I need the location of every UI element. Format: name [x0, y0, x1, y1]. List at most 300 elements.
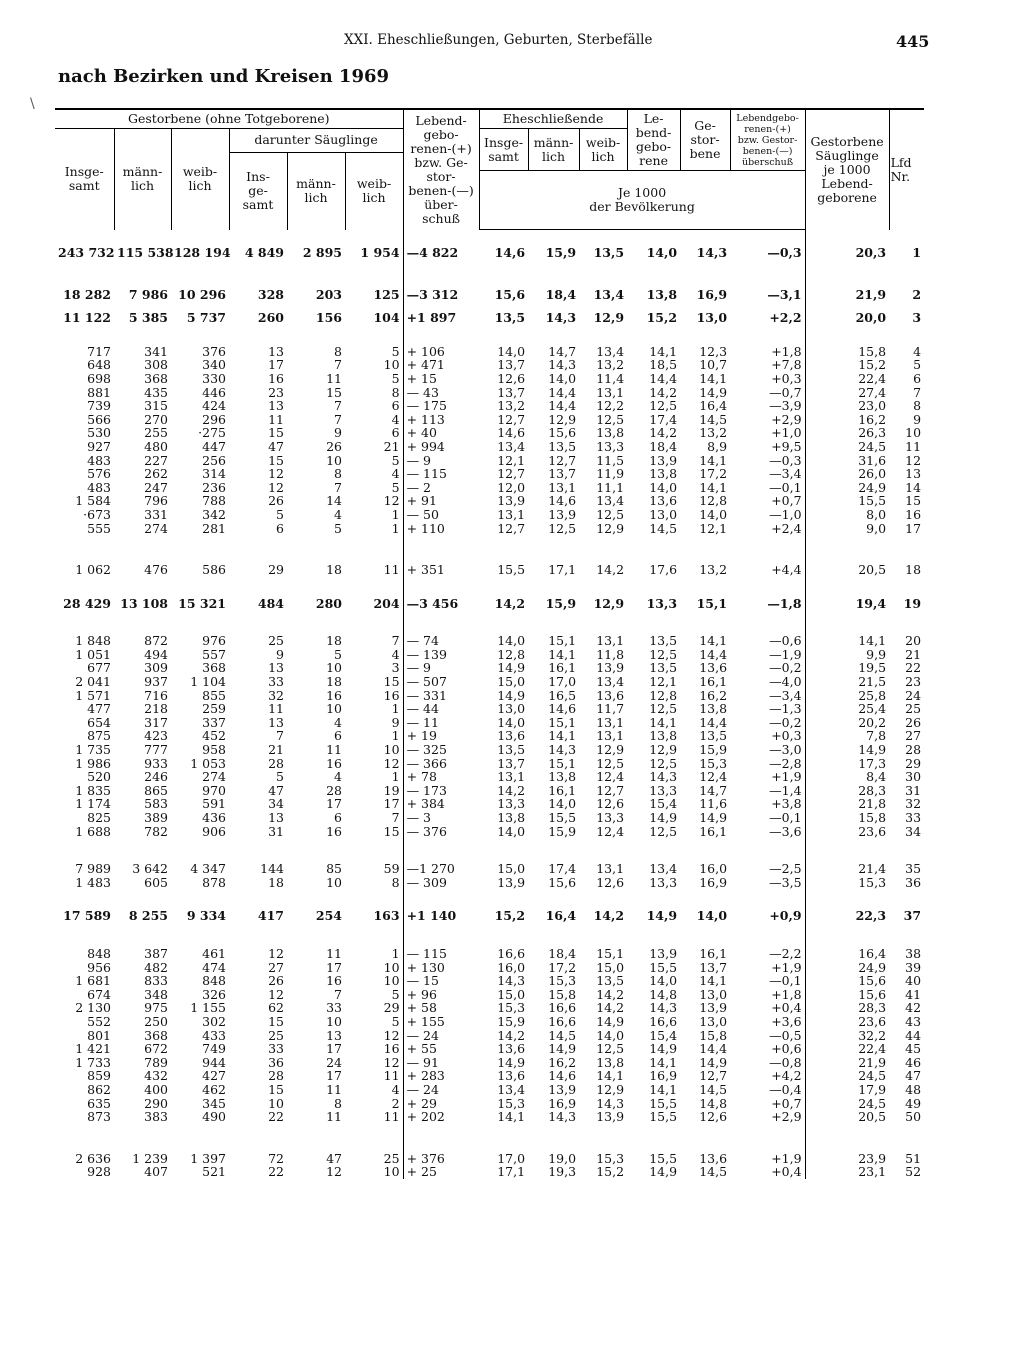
cell-ueberschuss: —1 270: [403, 838, 479, 876]
cell-weiblich: 337: [202, 714, 226, 730]
cell-saeuglinge-weiblich: 4: [391, 1081, 400, 1097]
cell-ueberschuss: — 91: [403, 1056, 479, 1070]
cell-saeuglinge-weiblich: 104: [373, 310, 400, 326]
cell-weiblich: 10 296: [178, 286, 226, 302]
cell-lebendgeborene-rate: 14,4: [649, 370, 678, 386]
cell-insgesamt: 1 584: [75, 493, 111, 509]
cell-weiblich: 5 737: [186, 310, 226, 326]
cell-saeuglingssterblichkeit: 15,8: [805, 811, 889, 825]
cell-maennlich: 796: [144, 493, 168, 509]
cell-ehe-insgesamt: 12,1: [497, 452, 526, 468]
cell-ehe-weiblich: 14,2: [596, 1000, 625, 1016]
cell-lebendgeborene-rate: 13,8: [646, 286, 678, 302]
table-row: [55, 661, 924, 675]
cell-ehe-maennlich: 12,9: [548, 411, 577, 427]
cell-ehe-weiblich: 11,1: [596, 479, 625, 495]
cell-ueberschuss-rate: —3,0: [769, 742, 802, 758]
cell-ehe-maennlich: 17,1: [548, 562, 577, 578]
cell-ehe-weiblich: 15,2: [596, 1164, 625, 1180]
cell-insgesamt: 576: [87, 466, 111, 482]
cell-ueberschuss-rate: —3,4: [769, 687, 802, 703]
cell-maennlich: 309: [144, 660, 168, 676]
table-row: [55, 675, 924, 689]
cell-ehe-insgesamt: 13,3: [497, 796, 526, 812]
cell-saeuglinge-weiblich: 4: [391, 646, 400, 662]
cell-saeuglinge-weiblich: 1: [391, 506, 400, 522]
cell-lfd-nr: 9: [913, 411, 922, 427]
cell-saeuglingssterblichkeit: 20,2: [805, 716, 889, 730]
cell-lebendgeborene-rate: 15,4: [649, 796, 678, 812]
cell-ehe-weiblich: 12,5: [596, 506, 625, 522]
cell-ehe-insgesamt: 12,0: [497, 479, 526, 495]
cell-weiblich: 436: [202, 810, 226, 825]
cell-ehe-maennlich: 16,5: [548, 687, 577, 703]
running-head: XXI. Eheschließungen, Geburten, Sterbefälle: [344, 32, 653, 48]
cell-saeuglingssterblichkeit: 27,4: [805, 386, 889, 400]
cell-ueberschuss-rate: —2,5: [769, 861, 802, 877]
cell-maennlich: 368: [144, 1027, 168, 1043]
header-gestorbene: Gestorbene (ohne Totgeborene): [55, 109, 403, 129]
cell-insgesamt: 859: [87, 1068, 111, 1084]
cell-weiblich: 749: [202, 1041, 226, 1057]
cell-saeuglingssterblichkeit: 26,3: [805, 426, 889, 440]
cell-weiblich: 330: [202, 370, 226, 386]
cell-lfd-nr: 46: [905, 1054, 922, 1070]
cell-ehe-maennlich: 16,9: [548, 1095, 577, 1111]
cell-ehe-weiblich: 12,9: [596, 520, 625, 536]
header-lfd-nr: Lfd Nr.: [889, 109, 924, 230]
cell-saeuglingssterblichkeit: 32,2: [805, 1029, 889, 1043]
cell-ueberschuss: + 106: [403, 325, 479, 359]
table-row: [55, 426, 924, 440]
header-lebendgeborene: Le- bend- gebo- rene: [627, 109, 680, 171]
cell-maennlich: 218: [144, 701, 168, 717]
cell-ueberschuss-rate: —0,3: [769, 452, 802, 468]
cell-lebendgeborene-rate: 18,5: [649, 357, 678, 373]
cell-lfd-nr: 13: [905, 466, 922, 482]
cell-insgesamt: 654: [87, 714, 111, 730]
cell-lfd-nr: 27: [905, 728, 922, 744]
cell-saeuglinge-maennlich: 7: [334, 398, 342, 414]
cell-maennlich: 348: [144, 986, 168, 1002]
cell-saeuglinge-insgesamt: 26: [268, 973, 284, 989]
cell-lebendgeborene-rate: 14,9: [649, 810, 678, 825]
cell-lebendgeborene-rate: 13,4: [649, 861, 678, 877]
cell-ehe-weiblich: 12,9: [593, 595, 625, 611]
cell-ehe-weiblich: 13,4: [596, 674, 625, 690]
cell-insgesamt: 1 174: [75, 796, 111, 812]
cell-ehe-weiblich: 15,0: [596, 959, 625, 975]
cell-saeuglinge-weiblich: 7: [391, 810, 400, 825]
cell-weiblich: 958: [202, 742, 226, 758]
cell-saeuglinge-maennlich: 24: [326, 1054, 342, 1070]
cell-saeuglinge-insgesamt: 4 849: [244, 244, 284, 260]
cell-gestorbene-rate: 12,4: [699, 769, 728, 785]
cell-saeuglingssterblichkeit: 21,8: [805, 797, 889, 811]
cell-ueberschuss: — 115: [403, 923, 479, 961]
cell-saeuglinge-insgesamt: 31: [268, 823, 284, 839]
cell-ehe-weiblich: 13,1: [596, 714, 625, 730]
cell-saeuglinge-insgesamt: 260: [257, 310, 284, 326]
cell-saeuglinge-maennlich: 203: [315, 286, 342, 302]
cell-ueberschuss: — 366: [403, 757, 479, 771]
cell-weiblich: 4 347: [190, 861, 226, 877]
cell-saeuglinge-weiblich: 10: [383, 357, 400, 373]
cell-lfd-nr: 8: [913, 398, 922, 414]
cell-ueberschuss: + 25: [403, 1165, 479, 1179]
cell-lebendgeborene-rate: 15,5: [649, 1095, 678, 1111]
cell-gestorbene-rate: 13,5: [699, 728, 728, 744]
cell-ueberschuss: + 202: [403, 1110, 479, 1124]
cell-lfd-nr: 7: [913, 384, 922, 400]
cell-lfd-nr: 19: [903, 595, 922, 611]
cell-lebendgeborene-rate: 13,9: [649, 452, 678, 468]
cell-saeuglinge-insgesamt: 22: [268, 1164, 284, 1180]
cell-ueberschuss: — 376: [403, 825, 479, 839]
cell-saeuglinge-weiblich: 12: [383, 493, 400, 509]
cell-gestorbene-rate: 14,1: [699, 370, 728, 386]
cell-insgesamt: 530: [87, 425, 111, 441]
cell-gestorbene-rate: 16,9: [699, 874, 728, 890]
cell-ueberschuss-rate: +0,4: [771, 1000, 802, 1016]
cell-ehe-maennlich: 14,9: [548, 1041, 577, 1057]
cell-gestorbene-rate: 14,3: [696, 245, 728, 260]
cell-lebendgeborene-rate: 14,9: [646, 908, 678, 924]
cell-maennlich: 247: [144, 479, 168, 495]
cell-saeuglinge-maennlich: 14: [326, 493, 342, 509]
cell-weiblich: 342: [202, 506, 226, 522]
cell-saeuglingssterblichkeit: 14,1: [805, 610, 889, 648]
cell-saeuglinge-insgesamt: 6: [276, 520, 284, 536]
cell-insgesamt: 1 986: [75, 755, 111, 771]
cell-gestorbene-rate: 15,8: [699, 1027, 728, 1043]
table-row: [55, 301, 924, 325]
cell-insgesamt: 1 051: [75, 646, 111, 662]
cell-ehe-weiblich: 12,6: [596, 796, 625, 812]
cell-gestorbene-rate: 14,5: [699, 411, 728, 427]
table-row: [55, 440, 924, 454]
cell-ueberschuss: + 91: [403, 494, 479, 508]
cell-ueberschuss: + 130: [403, 961, 479, 975]
cell-saeuglinge-weiblich: 59: [383, 861, 400, 877]
cell-ueberschuss-rate: —3,5: [769, 874, 802, 890]
table-row: [55, 838, 924, 876]
cell-ehe-maennlich: 14,6: [548, 1068, 577, 1084]
cell-maennlich: 933: [144, 755, 168, 771]
cell-lfd-nr: 35: [905, 861, 922, 877]
cell-ehe-insgesamt: 14,9: [497, 1054, 526, 1070]
cell-gestorbene-rate: 14,8: [699, 1095, 728, 1111]
cell-gestorbene-rate: 15,9: [699, 742, 728, 758]
cell-lebendgeborene-rate: 14,3: [649, 769, 678, 785]
cell-ehe-maennlich: 14,5: [548, 1027, 577, 1043]
cell-lebendgeborene-rate: 12,5: [649, 823, 678, 839]
cell-maennlich: 782: [144, 823, 168, 839]
cell-ehe-insgesamt: 13,1: [497, 769, 526, 785]
cell-lebendgeborene-rate: 15,5: [649, 1150, 678, 1166]
cell-ueberschuss: — 175: [403, 399, 479, 413]
cell-saeuglinge-weiblich: 6: [391, 398, 400, 414]
cell-insgesamt: 739: [87, 398, 111, 414]
cell-ehe-insgesamt: 13,7: [497, 384, 526, 400]
cell-saeuglinge-insgesamt: 417: [257, 908, 284, 924]
cell-weiblich: 462: [202, 1081, 226, 1097]
cell-ehe-weiblich: 15,3: [596, 1150, 625, 1166]
cell-ueberschuss: — 74: [403, 610, 479, 648]
cell-saeuglinge-weiblich: 16: [383, 687, 400, 703]
cell-saeuglinge-maennlich: 5: [334, 520, 342, 536]
cell-saeuglinge-maennlich: 10: [326, 660, 342, 676]
cell-lebendgeborene-rate: 15,5: [649, 1109, 678, 1125]
cell-gestorbene-rate: 13,0: [699, 986, 728, 1002]
cell-weiblich: 1 155: [190, 1000, 226, 1016]
cell-saeuglinge-insgesamt: 144: [260, 861, 284, 877]
cell-ehe-insgesamt: 14,2: [497, 1027, 526, 1043]
cell-ehe-maennlich: 15,6: [548, 874, 577, 890]
header-weiblich: weib- lich: [171, 129, 229, 230]
cell-saeuglinge-weiblich: 4: [391, 466, 400, 482]
cell-insgesamt: 483: [87, 479, 111, 495]
cell-maennlich: 583: [144, 796, 168, 812]
cell-gestorbene-rate: 15,3: [699, 755, 728, 771]
cell-gestorbene-rate: 15,1: [696, 595, 728, 611]
cell-ehe-weiblich: 13,2: [596, 357, 625, 373]
cell-ueberschuss: + 55: [403, 1042, 479, 1056]
cell-ueberschuss-rate: —3,1: [767, 286, 802, 302]
cell-saeuglinge-insgesamt: 47: [268, 438, 284, 454]
cell-ehe-insgesamt: 13,5: [497, 742, 526, 758]
cell-lebendgeborene-rate: 14,9: [649, 1041, 678, 1057]
cell-ehe-insgesamt: 15,3: [497, 1095, 526, 1111]
cell-weiblich: 259: [202, 701, 226, 717]
cell-ehe-insgesamt: 13,2: [497, 398, 526, 414]
cell-saeuglinge-weiblich: 5: [391, 343, 400, 359]
cell-saeuglinge-weiblich: 7: [391, 633, 400, 649]
table-row: [55, 399, 924, 413]
cell-ehe-maennlich: 13,1: [548, 479, 577, 495]
cell-lfd-nr: 23: [905, 674, 922, 690]
cell-maennlich: 407: [144, 1164, 168, 1180]
cell-ueberschuss-rate: —0,2: [769, 714, 802, 730]
cell-ehe-weiblich: 13,1: [596, 633, 625, 649]
cell-ehe-insgesamt: 13,4: [497, 438, 526, 454]
cell-ehe-weiblich: 12,2: [596, 398, 625, 414]
cell-ehe-maennlich: 16,4: [545, 908, 577, 924]
cell-gestorbene-rate: 12,6: [699, 1109, 728, 1125]
cell-saeuglingssterblichkeit: 23,9: [805, 1124, 889, 1166]
cell-lebendgeborene-rate: 14,1: [649, 1081, 678, 1097]
cell-lebendgeborene-rate: 14,1: [649, 1054, 678, 1070]
cell-weiblich: 591: [202, 796, 226, 812]
cell-maennlich: 368: [144, 370, 168, 386]
cell-gestorbene-rate: 13,0: [696, 310, 728, 326]
table-row: [55, 876, 924, 890]
cell-gestorbene-rate: 8,9: [707, 438, 728, 454]
cell-gestorbene-rate: 16,1: [699, 674, 728, 690]
cell-ehe-maennlich: 14,3: [548, 1109, 577, 1125]
cell-saeuglinge-maennlich: 10: [326, 874, 342, 890]
header-eheschliessende: Eheschließende: [479, 109, 627, 129]
cell-saeuglinge-maennlich: 4: [334, 769, 342, 785]
cell-saeuglinge-weiblich: 12: [383, 1027, 400, 1043]
cell-ehe-insgesamt: 12,6: [497, 370, 526, 386]
cell-saeuglingssterblichkeit: 15,2: [805, 358, 889, 372]
cell-lfd-nr: 16: [905, 506, 922, 522]
cell-saeuglinge-weiblich: 15: [383, 823, 400, 839]
cell-ehe-insgesamt: 14,0: [497, 633, 526, 649]
cell-saeuglingssterblichkeit: 16,4: [805, 923, 889, 961]
cell-ehe-weiblich: 11,9: [596, 466, 625, 482]
cell-saeuglingssterblichkeit: 24,5: [805, 440, 889, 454]
cell-ehe-insgesamt: 13,5: [494, 310, 526, 326]
cell-ueberschuss-rate: +2,4: [771, 520, 802, 536]
cell-ehe-insgesamt: 15,0: [497, 674, 526, 690]
cell-saeuglingssterblichkeit: 20,3: [805, 230, 889, 260]
cell-ueberschuss: + 994: [403, 440, 479, 454]
cell-lfd-nr: 38: [905, 945, 922, 961]
cell-weiblich: 586: [202, 562, 226, 578]
cell-ueberschuss: + 376: [403, 1124, 479, 1166]
cell-saeuglingssterblichkeit: 21,9: [805, 260, 889, 302]
cell-saeuglingssterblichkeit: 8,4: [805, 770, 889, 784]
cell-lebendgeborene-rate: 13,5: [649, 633, 678, 649]
cell-ehe-insgesamt: 14,0: [497, 823, 526, 839]
cell-gestorbene-rate: 16,4: [699, 398, 728, 414]
cell-maennlich: 7 986: [128, 286, 168, 302]
table-row: [55, 1069, 924, 1083]
cell-ueberschuss: —3 312: [403, 260, 479, 302]
cell-ueberschuss-rate: —3,6: [769, 823, 802, 839]
cell-ehe-weiblich: 13,4: [593, 286, 625, 302]
cell-ueberschuss-rate: —0,4: [769, 1081, 802, 1097]
cell-weiblich: 296: [202, 411, 226, 427]
table-row: [55, 1124, 924, 1166]
cell-ehe-insgesamt: 17,0: [497, 1150, 526, 1166]
cell-lebendgeborene-rate: 14,1: [649, 343, 678, 359]
cell-weiblich: 1 104: [190, 674, 226, 690]
cell-ehe-insgesamt: 15,2: [494, 908, 526, 924]
cell-ehe-insgesamt: 14,6: [494, 245, 526, 260]
cell-insgesamt: 674: [87, 986, 111, 1002]
cell-ehe-maennlich: 17,0: [548, 674, 577, 690]
cell-lebendgeborene-rate: 12,5: [649, 755, 678, 771]
cell-insgesamt: 717: [87, 343, 111, 359]
cell-lfd-nr: 42: [905, 1000, 922, 1016]
cell-insgesamt: 1 571: [75, 687, 111, 703]
cell-ehe-weiblich: 13,1: [596, 861, 625, 877]
cell-saeuglinge-weiblich: 1 954: [360, 244, 400, 260]
cell-saeuglingssterblichkeit: 8,0: [805, 508, 889, 522]
table-row: [55, 1097, 924, 1111]
cell-saeuglinge-maennlich: 8: [334, 466, 342, 482]
cell-ehe-weiblich: 12,9: [596, 1081, 625, 1097]
cell-lebendgeborene-rate: 12,1: [649, 674, 678, 690]
table-row: [55, 467, 924, 481]
cell-lfd-nr: 24: [905, 687, 922, 703]
cell-saeuglinge-maennlich: 17: [326, 959, 342, 975]
cell-gestorbene-rate: 13,6: [699, 1150, 728, 1166]
cell-saeuglinge-maennlich: 7: [334, 411, 342, 427]
cell-saeuglinge-insgesamt: 13: [268, 660, 284, 676]
table-row: [55, 825, 924, 839]
cell-lfd-nr: 4: [913, 343, 922, 359]
cell-ehe-maennlich: 15,1: [548, 714, 577, 730]
table-row: [55, 610, 924, 648]
cell-saeuglinge-maennlich: 6: [334, 728, 342, 744]
table-row: [55, 260, 924, 302]
cell-saeuglinge-insgesamt: 25: [268, 1027, 284, 1043]
cell-ehe-insgesamt: 13,9: [497, 493, 526, 509]
cell-saeuglinge-weiblich: 204: [373, 595, 400, 611]
cell-saeuglingssterblichkeit: 26,0: [805, 467, 889, 481]
cell-saeuglinge-weiblich: 8: [391, 874, 400, 890]
cell-ehe-maennlich: 13,8: [548, 769, 577, 785]
cell-insgesamt: 552: [87, 1013, 111, 1029]
cell-ehe-maennlich: 15,1: [548, 633, 577, 649]
cell-ehe-weiblich: 13,6: [596, 687, 625, 703]
cell-lfd-nr: 50: [905, 1109, 922, 1125]
table-row: [55, 494, 924, 508]
cell-weiblich: 452: [202, 728, 226, 744]
cell-ehe-insgesamt: 13,6: [497, 1068, 526, 1084]
header-e-maennlich: männ- lich: [528, 129, 579, 171]
cell-saeuglinge-insgesamt: 28: [268, 1068, 284, 1084]
cell-saeuglinge-insgesamt: 33: [268, 1041, 284, 1057]
table-row: [55, 454, 924, 468]
cell-insgesamt: 698: [87, 370, 111, 386]
cell-insgesamt: 848: [87, 945, 111, 961]
cell-insgesamt: 2 636: [75, 1150, 111, 1166]
cell-saeuglingssterblichkeit: 15,6: [805, 988, 889, 1002]
cell-ehe-weiblich: 12,6: [596, 874, 625, 890]
cell-maennlich: 716: [144, 687, 168, 703]
cell-weiblich: 302: [202, 1013, 226, 1029]
cell-ehe-insgesamt: 14,2: [497, 782, 526, 798]
cell-gestorbene-rate: 14,1: [699, 633, 728, 649]
cell-maennlich: 476: [144, 562, 168, 578]
cell-saeuglinge-insgesamt: 15: [268, 1013, 284, 1029]
cell-lfd-nr: 39: [905, 959, 922, 975]
cell-maennlich: 274: [144, 520, 168, 536]
cell-saeuglinge-weiblich: 6: [391, 425, 400, 441]
cell-weiblich: 236: [202, 479, 226, 495]
cell-ueberschuss-rate: —1,4: [769, 782, 802, 798]
cell-weiblich: 557: [202, 646, 226, 662]
cell-maennlich: 227: [144, 452, 168, 468]
cell-saeuglinge-insgesamt: 28: [268, 755, 284, 771]
cell-ueberschuss: + 471: [403, 358, 479, 372]
header-darunter-saeuglinge: darunter Säuglinge: [229, 129, 403, 153]
cell-ueberschuss-rate: +1,0: [771, 425, 802, 441]
cell-maennlich: 400: [144, 1081, 168, 1097]
cell-saeuglinge-insgesamt: 62: [268, 1000, 284, 1016]
cell-saeuglinge-insgesamt: 36: [268, 1054, 284, 1070]
cell-saeuglinge-maennlich: 5: [334, 646, 342, 662]
cell-ehe-weiblich: 13,5: [593, 245, 625, 260]
cell-saeuglinge-weiblich: 11: [383, 1109, 400, 1125]
cell-ueberschuss-rate: +0,3: [771, 728, 802, 744]
cell-ehe-insgesamt: 12,7: [497, 520, 526, 536]
cell-saeuglinge-insgesamt: 29: [268, 562, 284, 578]
header-s-weiblich: weib- lich: [345, 152, 403, 230]
cell-saeuglinge-weiblich: 12: [383, 1054, 400, 1070]
cell-weiblich: 345: [202, 1095, 226, 1111]
cell-ehe-maennlich: 15,9: [548, 823, 577, 839]
cell-maennlich: 833: [144, 973, 168, 989]
table-row: [55, 1056, 924, 1070]
header-s-insgesamt: Ins- ge- samt: [229, 152, 287, 230]
cell-maennlich: 115 538: [117, 244, 174, 260]
